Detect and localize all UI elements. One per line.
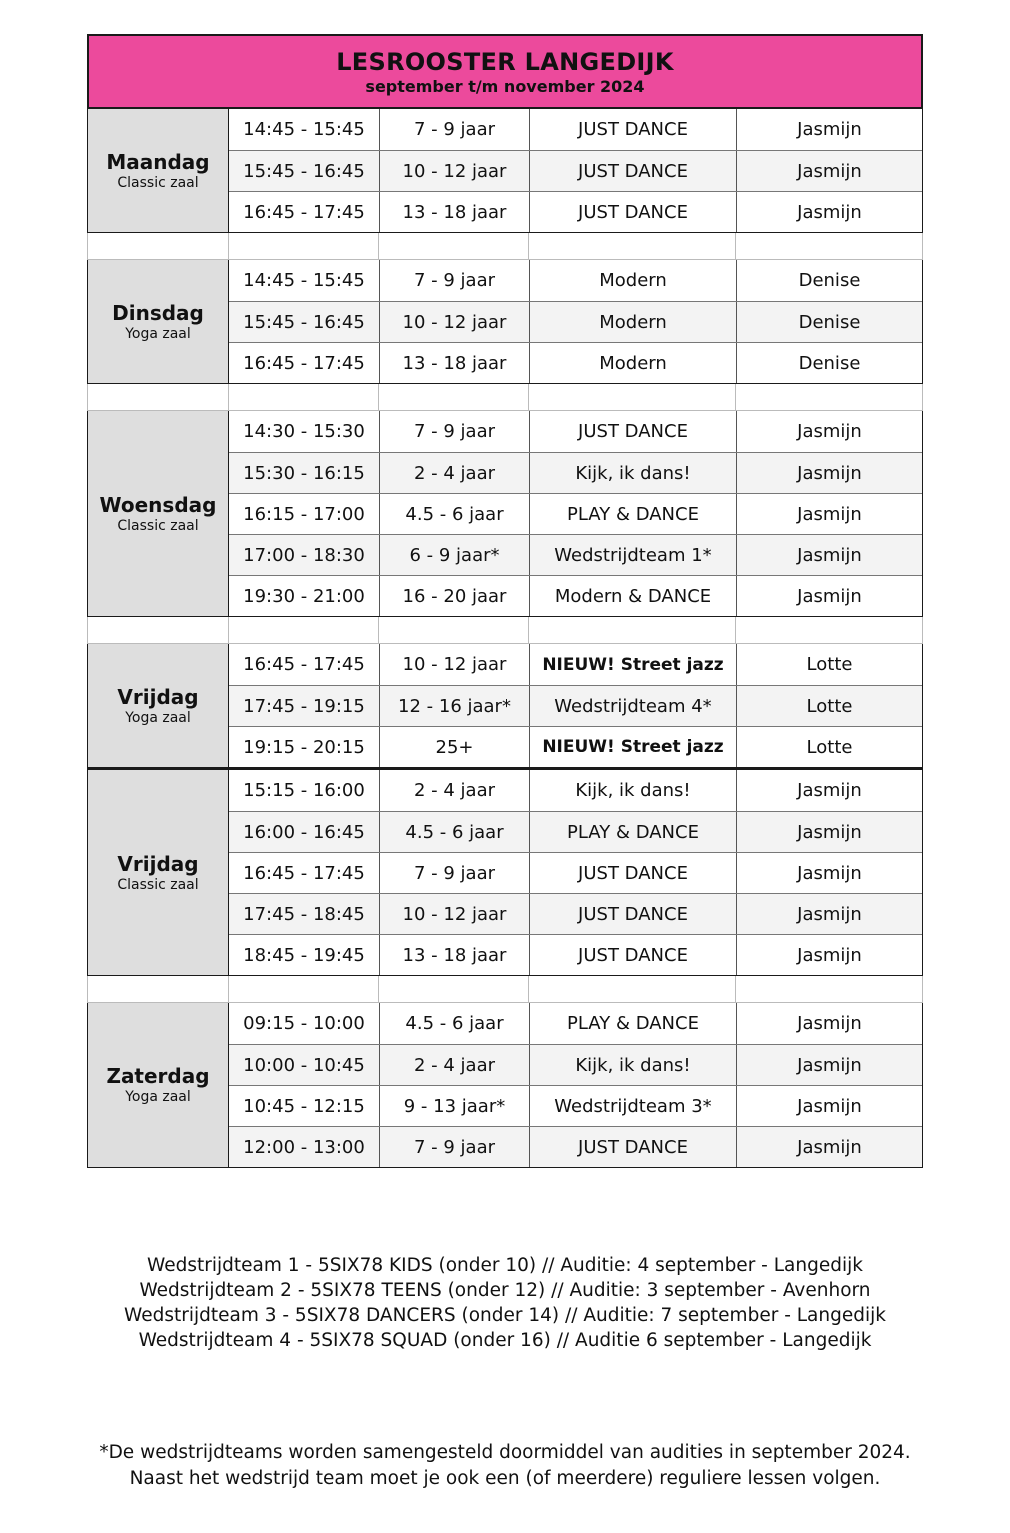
- class-cell: NIEUW! Street jazz: [529, 644, 736, 685]
- spacer-cell: [378, 384, 528, 410]
- time-cell: 16:45 - 17:45: [243, 201, 365, 223]
- room-name: Classic zaal: [117, 876, 199, 893]
- spacer-cell: [378, 617, 528, 643]
- time-cell: 10:00 - 10:45: [243, 1054, 365, 1076]
- time-cell: 19:15 - 20:15: [243, 736, 365, 758]
- class-cell: JUST DANCE: [529, 853, 736, 893]
- time-cell: 16:45 - 17:45: [243, 862, 365, 884]
- teacher-cell: Jasmijn: [736, 1003, 922, 1044]
- table-row: [229, 411, 922, 452]
- class-cell: Modern: [529, 302, 736, 342]
- class-cell: JUST DANCE: [529, 411, 736, 452]
- schedule-table: [87, 34, 923, 1168]
- age-cell: 4.5 - 6 jaar: [379, 494, 529, 534]
- teacher-cell: Jasmijn: [736, 109, 922, 150]
- table-row: [229, 534, 922, 575]
- day-cell: [88, 260, 229, 383]
- spacer-cell: [528, 384, 735, 410]
- table-row: [229, 1003, 922, 1044]
- day-cell: [88, 1003, 229, 1167]
- age-cell: 13 - 18 jaar: [379, 935, 529, 975]
- table-row: [229, 726, 922, 767]
- spacer-cell: [735, 617, 922, 643]
- class-cell: Wedstrijdteam 1*: [529, 535, 736, 575]
- class-rows: [229, 260, 922, 383]
- footnote-line: *De wedstrijdteams worden samengesteld doormiddel van audities in september 2024.: [99, 1442, 911, 1463]
- age-cell: 10 - 12 jaar: [379, 644, 529, 685]
- age-cell: 4.5 - 6 jaar: [379, 1003, 529, 1044]
- teacher-cell: Lotte: [736, 686, 922, 726]
- footnote-line: Naast het wedstrijd team moet je ook een (of meerdere) reguliere lessen volgen.: [129, 1468, 881, 1489]
- team-note: Wedstrijdteam 2 - 5SIX78 TEENS (onder 12) // Auditie: 3 september - Avenhorn: [139, 1280, 871, 1301]
- day-block: [87, 411, 923, 617]
- age-cell: 13 - 18 jaar: [379, 192, 529, 232]
- teacher-cell: Denise: [736, 343, 922, 383]
- teacher-cell: Lotte: [736, 727, 922, 767]
- class-cell: Modern: [529, 343, 736, 383]
- spacer-cell: [735, 233, 922, 259]
- day-block: [87, 644, 923, 770]
- class-cell: PLAY & DANCE: [529, 494, 736, 534]
- table-row: [229, 644, 922, 685]
- table-row: [229, 109, 922, 150]
- spacer-row: [87, 976, 923, 1003]
- age-cell: 6 - 9 jaar*: [379, 535, 529, 575]
- time-cell: 14:30 - 15:30: [243, 421, 365, 442]
- spacer-row: [87, 384, 923, 411]
- table-row: [229, 260, 922, 301]
- time-cell: 12:00 - 13:00: [243, 1136, 365, 1158]
- room-name: Yoga zaal: [125, 325, 191, 342]
- teacher-cell: Jasmijn: [736, 1086, 922, 1126]
- table-row: [229, 452, 922, 493]
- teacher-cell: Jasmijn: [736, 192, 922, 232]
- teacher-cell: Jasmijn: [736, 812, 922, 852]
- day-name: Zaterdag: [106, 1064, 210, 1088]
- time-cell: 15:15 - 16:00: [243, 780, 365, 801]
- time-cell: 16:00 - 16:45: [243, 821, 365, 843]
- day-name: Vrijdag: [117, 851, 199, 876]
- spacer-cell: [378, 976, 528, 1002]
- age-cell: 4.5 - 6 jaar: [379, 812, 529, 852]
- class-cell: Kijk, ik dans!: [529, 770, 736, 811]
- room-name: Classic zaal: [117, 174, 199, 191]
- class-cell: JUST DANCE: [529, 109, 736, 150]
- day-name: Maandag: [106, 149, 210, 174]
- teacher-cell: Jasmijn: [736, 494, 922, 534]
- age-cell: 7 - 9 jaar: [379, 260, 529, 301]
- age-cell: 9 - 13 jaar*: [379, 1086, 529, 1126]
- page-subtitle: september t/m november 2024: [365, 77, 645, 96]
- class-cell: JUST DANCE: [529, 1127, 736, 1167]
- time-cell: 16:15 - 17:00: [243, 503, 365, 525]
- time-cell: 15:45 - 16:45: [243, 160, 365, 182]
- day-name: Woensdag: [99, 492, 217, 517]
- age-cell: 25+: [379, 727, 529, 767]
- time-cell: 19:30 - 21:00: [243, 585, 365, 607]
- time-cell: 17:45 - 19:15: [243, 695, 365, 717]
- teacher-cell: Jasmijn: [736, 576, 922, 616]
- age-cell: 2 - 4 jaar: [379, 453, 529, 493]
- teacher-cell: Denise: [736, 260, 922, 301]
- class-rows: [229, 644, 922, 767]
- day-name: Vrijdag: [117, 684, 199, 709]
- footnote: [0, 1440, 1010, 1492]
- teacher-cell: Jasmijn: [736, 151, 922, 191]
- spacer-cell: [228, 617, 378, 643]
- team-note: Wedstrijdteam 1 - 5SIX78 KIDS (onder 10) // Auditie: 4 september - Langedijk: [147, 1255, 863, 1276]
- teacher-cell: Denise: [736, 302, 922, 342]
- class-cell: Modern & DANCE: [529, 576, 736, 616]
- class-cell: NIEUW! Street jazz: [529, 727, 736, 767]
- spacer-cell: [88, 384, 228, 410]
- age-cell: 10 - 12 jaar: [379, 894, 529, 934]
- time-cell: 17:45 - 18:45: [243, 903, 365, 925]
- spacer-cell: [88, 617, 228, 643]
- time-cell: 14:45 - 15:45: [243, 119, 365, 140]
- schedule-body: [87, 109, 923, 1168]
- spacer-cell: [528, 617, 735, 643]
- time-cell: 15:45 - 16:45: [243, 311, 365, 333]
- class-cell: Wedstrijdteam 4*: [529, 686, 736, 726]
- class-cell: Wedstrijdteam 3*: [529, 1086, 736, 1126]
- spacer-cell: [228, 233, 378, 259]
- page-title: LESROOSTER LANGEDIJK: [336, 48, 674, 76]
- team-notes: [0, 1253, 1010, 1353]
- spacer-cell: [735, 976, 922, 1002]
- class-cell: JUST DANCE: [529, 192, 736, 232]
- time-cell: 09:15 - 10:00: [243, 1013, 365, 1034]
- day-cell: [88, 411, 229, 616]
- age-cell: 7 - 9 jaar: [379, 853, 529, 893]
- spacer-cell: [88, 976, 228, 1002]
- table-row: [229, 342, 922, 383]
- class-cell: JUST DANCE: [529, 894, 736, 934]
- time-cell: 15:30 - 16:15: [243, 462, 365, 484]
- day-cell: [88, 644, 229, 767]
- age-cell: 2 - 4 jaar: [379, 1045, 529, 1085]
- table-row: [229, 1044, 922, 1085]
- age-cell: 2 - 4 jaar: [379, 770, 529, 811]
- teacher-cell: Jasmijn: [736, 535, 922, 575]
- teacher-cell: Lotte: [736, 644, 922, 685]
- class-cell: JUST DANCE: [529, 151, 736, 191]
- time-cell: 16:45 - 17:45: [243, 654, 365, 675]
- table-row: [229, 493, 922, 534]
- time-cell: 17:00 - 18:30: [243, 544, 365, 566]
- class-rows: [229, 411, 922, 616]
- teacher-cell: Jasmijn: [736, 770, 922, 811]
- day-cell: [88, 770, 229, 975]
- room-name: Yoga zaal: [125, 709, 191, 726]
- teacher-cell: Jasmijn: [736, 935, 922, 975]
- class-cell: Kijk, ik dans!: [529, 453, 736, 493]
- time-cell: 18:45 - 19:45: [243, 944, 365, 966]
- time-cell: 10:45 - 12:15: [243, 1095, 365, 1117]
- table-row: [229, 685, 922, 726]
- spacer-row: [87, 617, 923, 644]
- age-cell: 10 - 12 jaar: [379, 302, 529, 342]
- table-row: [229, 852, 922, 893]
- schedule-header: [87, 34, 923, 109]
- spacer-cell: [735, 384, 922, 410]
- spacer-cell: [528, 233, 735, 259]
- room-name: Classic zaal: [117, 517, 199, 534]
- day-block: [87, 1003, 923, 1168]
- day-cell: [88, 109, 229, 232]
- age-cell: 7 - 9 jaar: [379, 1127, 529, 1167]
- table-row: [229, 811, 922, 852]
- teacher-cell: Jasmijn: [736, 453, 922, 493]
- teacher-cell: Jasmijn: [736, 411, 922, 452]
- time-cell: 14:45 - 15:45: [243, 270, 365, 291]
- table-row: [229, 575, 922, 616]
- age-cell: 12 - 16 jaar*: [379, 686, 529, 726]
- class-cell: PLAY & DANCE: [529, 1003, 736, 1044]
- teacher-cell: Jasmijn: [736, 1045, 922, 1085]
- time-cell: 16:45 - 17:45: [243, 352, 365, 374]
- table-row: [229, 934, 922, 975]
- spacer-cell: [88, 233, 228, 259]
- day-block: [87, 770, 923, 976]
- teacher-cell: Jasmijn: [736, 894, 922, 934]
- class-cell: PLAY & DANCE: [529, 812, 736, 852]
- table-row: [229, 150, 922, 191]
- team-note: Wedstrijdteam 4 - 5SIX78 SQUAD (onder 16) // Auditie 6 september - Langedijk: [138, 1330, 872, 1351]
- age-cell: 16 - 20 jaar: [379, 576, 529, 616]
- class-cell: JUST DANCE: [529, 935, 736, 975]
- class-cell: Kijk, ik dans!: [529, 1045, 736, 1085]
- table-row: [229, 301, 922, 342]
- age-cell: 7 - 9 jaar: [379, 109, 529, 150]
- class-rows: [229, 770, 922, 975]
- class-cell: Modern: [529, 260, 736, 301]
- spacer-row: [87, 233, 923, 260]
- age-cell: 7 - 9 jaar: [379, 411, 529, 452]
- table-row: [229, 770, 922, 811]
- age-cell: 13 - 18 jaar: [379, 343, 529, 383]
- table-row: [229, 1126, 922, 1167]
- table-row: [229, 893, 922, 934]
- spacer-cell: [228, 976, 378, 1002]
- spacer-cell: [528, 976, 735, 1002]
- class-rows: [229, 109, 922, 232]
- age-cell: 10 - 12 jaar: [379, 151, 529, 191]
- teacher-cell: Jasmijn: [736, 853, 922, 893]
- team-note: Wedstrijdteam 3 - 5SIX78 DANCERS (onder 14) // Auditie: 7 september - Langedijk: [124, 1305, 886, 1326]
- teacher-cell: Jasmijn: [736, 1127, 922, 1167]
- table-row: [229, 1085, 922, 1126]
- class-rows: [229, 1003, 922, 1167]
- spacer-cell: [228, 384, 378, 410]
- day-block: [87, 109, 923, 233]
- day-block: [87, 260, 923, 384]
- table-row: [229, 191, 922, 232]
- spacer-cell: [378, 233, 528, 259]
- day-name: Dinsdag: [112, 300, 204, 325]
- room-name: Yoga zaal: [125, 1089, 191, 1105]
